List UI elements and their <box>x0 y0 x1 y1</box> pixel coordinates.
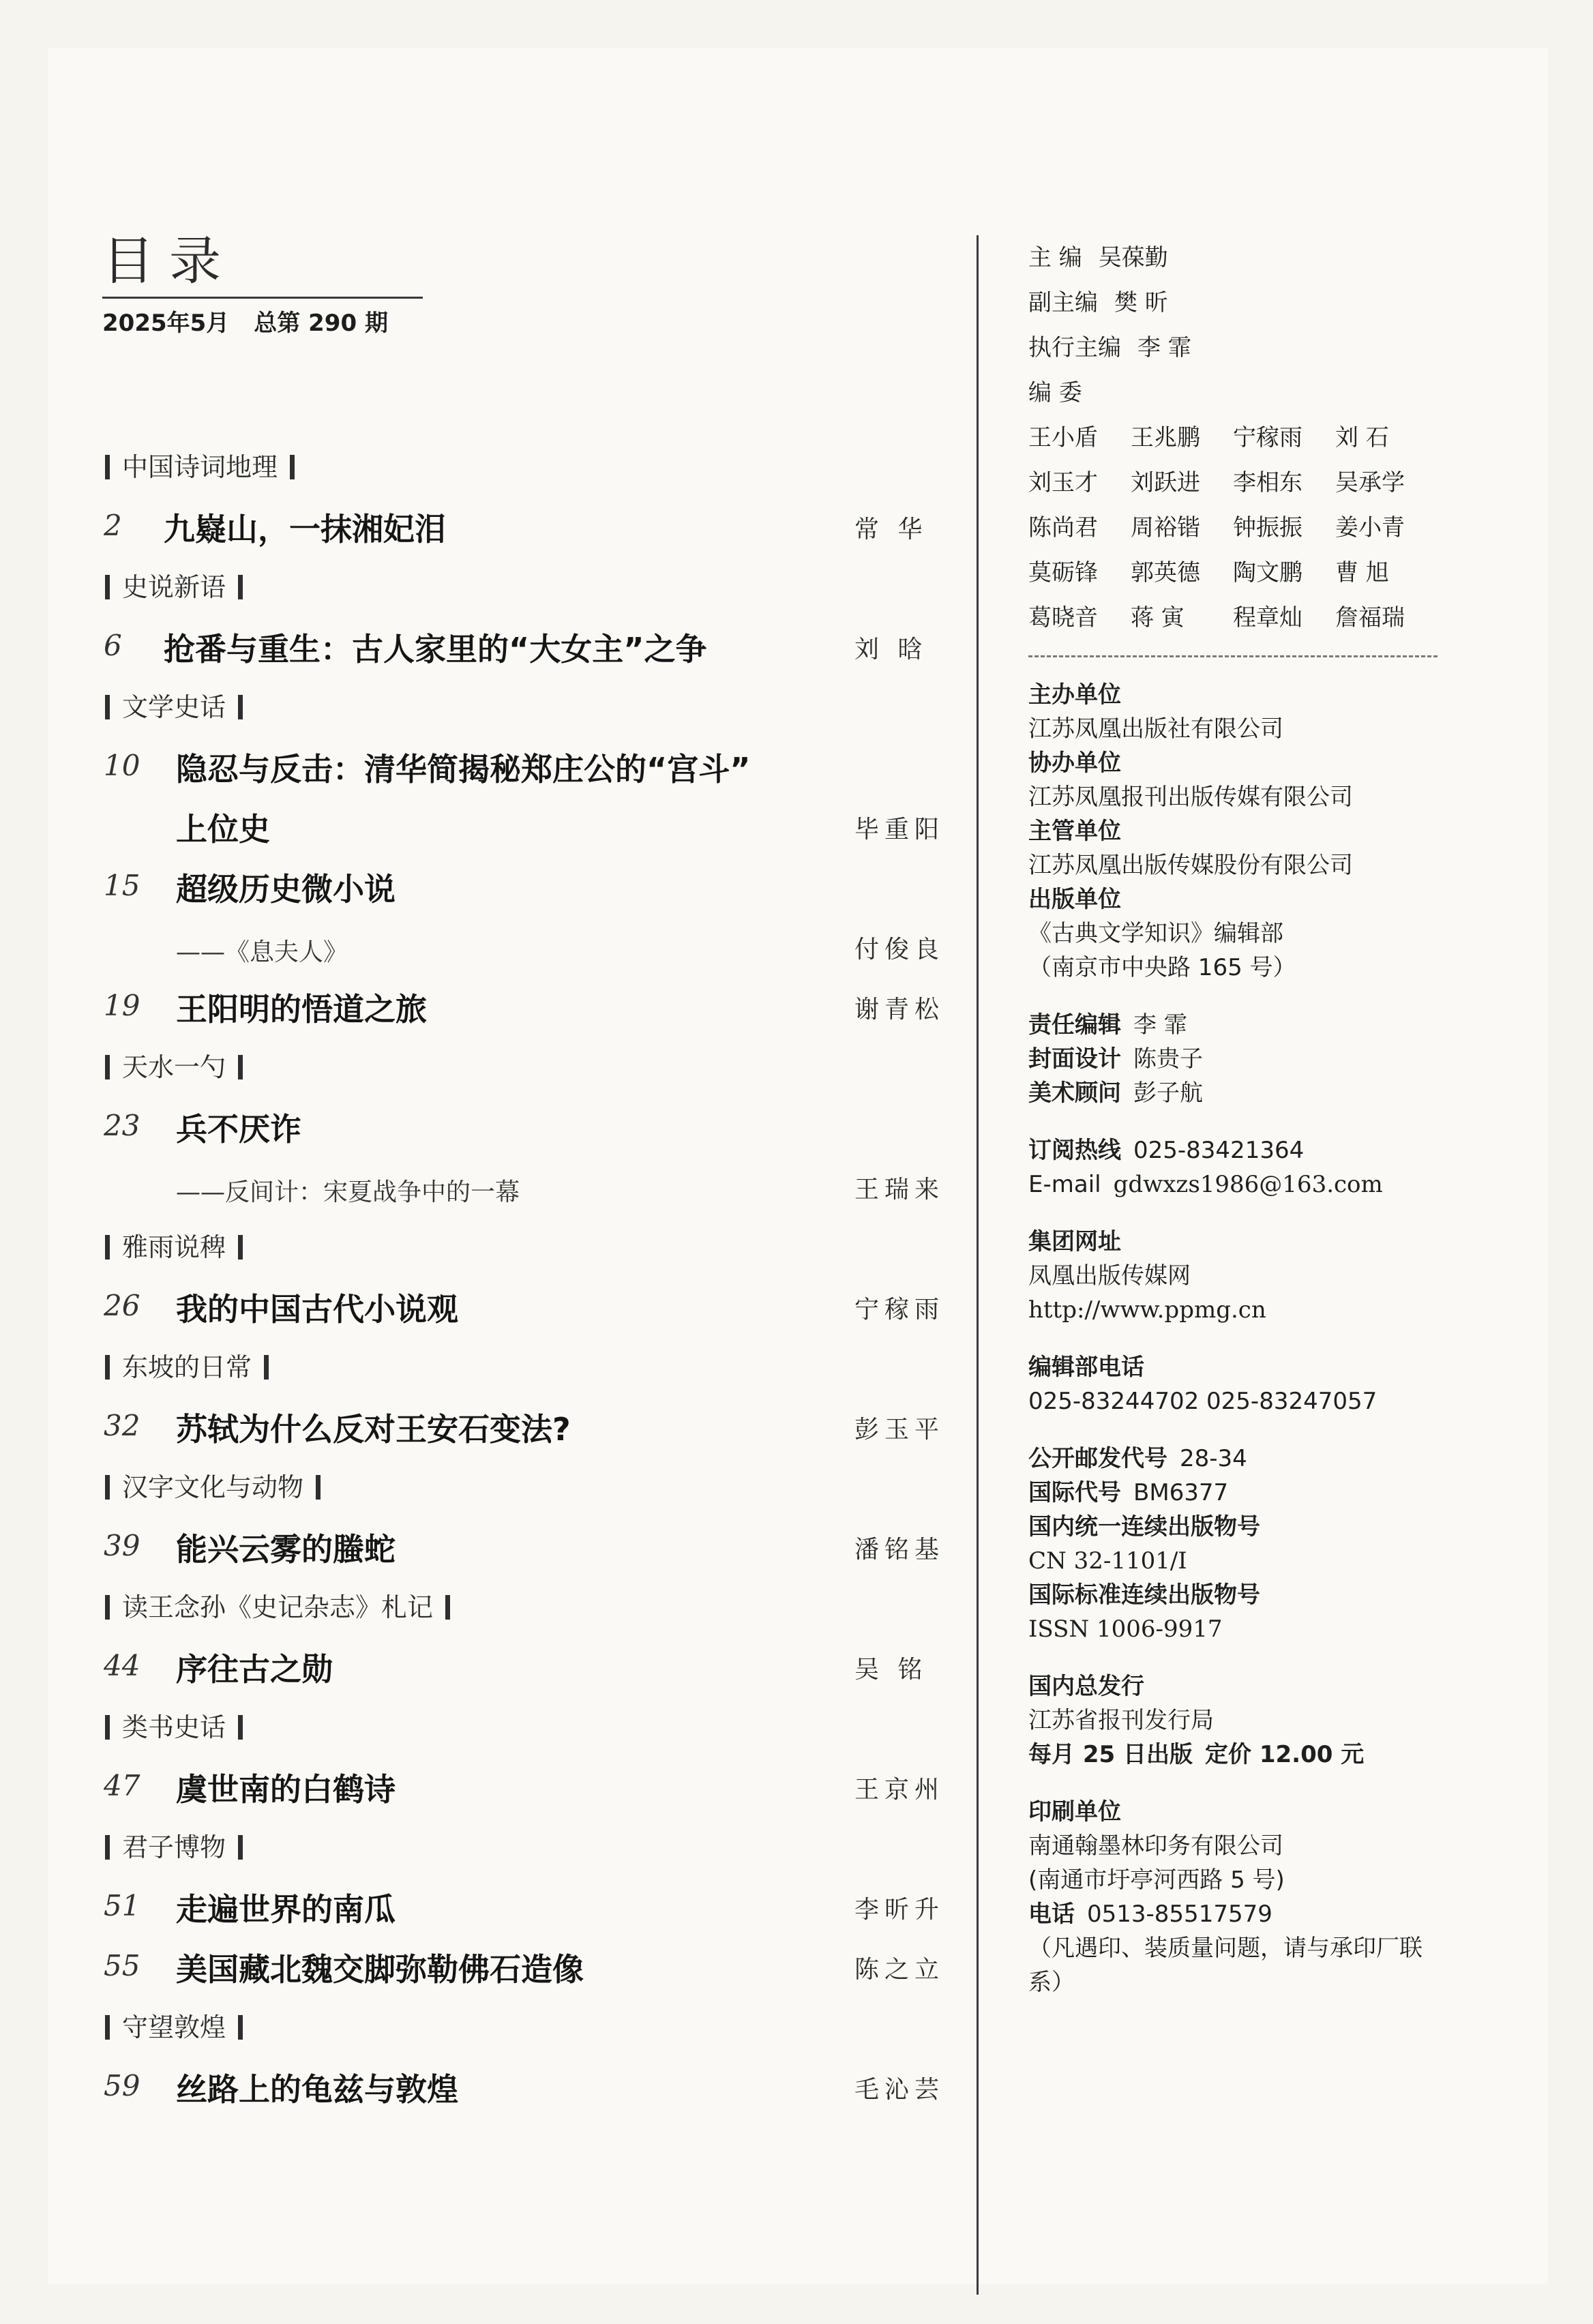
article-subtitle: ——《息夫人》 <box>176 938 348 966</box>
article-author: 吴 铭 <box>854 1656 928 1684</box>
article-title: 隐忍与反击：清华简揭秘郑庄公的“宫斗” <box>176 751 751 788</box>
hotline-label: 订阅热线 <box>1028 1137 1121 1164</box>
issue-line <box>102 304 423 338</box>
section-bar <box>445 1595 450 1620</box>
committee-member: 郭英德 <box>1131 559 1200 586</box>
toc-entry[interactable] <box>101 1877 960 1937</box>
toc-entry[interactable] <box>101 1097 960 1157</box>
deputy-editor-label: 副主编 <box>1028 289 1098 316</box>
article-title: 超级历史微小说 <box>176 871 396 908</box>
toc-entry[interactable] <box>101 1397 960 1457</box>
toc-list <box>101 436 960 2117</box>
section-bar <box>238 1835 243 1860</box>
intl-code-value: BM6377 <box>1133 1479 1229 1506</box>
art-advisor-label: 美术顾问 <box>1028 1079 1121 1107</box>
exec-editor-label: 执行主编 <box>1028 334 1121 361</box>
publisher-value: 《古典文学知识》编辑部 <box>1028 920 1283 947</box>
committee-member: 李相东 <box>1233 469 1302 496</box>
subscription-block <box>1028 1133 1451 1202</box>
sponsor-value: 江苏凤凰出版社有限公司 <box>1028 715 1283 743</box>
article-author: 毕重阳 <box>854 816 945 844</box>
section-bar <box>105 1835 110 1860</box>
column-divider <box>977 235 979 2295</box>
issue-number: 总第 290 期 <box>254 310 388 337</box>
postal-code-label: 公开邮发代号 <box>1028 1445 1167 1472</box>
publisher-block <box>1028 678 1451 985</box>
page-number: 23 <box>104 1109 140 1142</box>
cover-design-value: 陈贵子 <box>1133 1045 1203 1073</box>
section-bar <box>316 1475 321 1500</box>
article-author: 彭玉平 <box>854 1416 945 1444</box>
page-number: 26 <box>104 1289 140 1322</box>
toc-entry[interactable] <box>101 616 960 676</box>
page-number: 32 <box>104 1409 140 1442</box>
editorial-phone-block <box>1028 1350 1451 1418</box>
article-title: 苏轼为什么反对王安石变法? <box>176 1411 571 1448</box>
responsible-editor-label: 责任编辑 <box>1028 1011 1121 1039</box>
staff-block <box>1028 1008 1451 1110</box>
committee-member: 曹 旭 <box>1335 559 1389 586</box>
toc-entry-subtitle[interactable] <box>101 1157 960 1217</box>
editorial-phone-value: 025-83244702 025-83247057 <box>1028 1388 1378 1415</box>
deputy-editor-line <box>1028 280 1451 325</box>
article-title: 丝路上的龟兹与敦煌 <box>176 2071 458 2108</box>
committee-member: 宁稼雨 <box>1233 424 1302 451</box>
toc-entry-subtitle[interactable] <box>101 917 960 977</box>
chief-editor-label: 主 编 <box>1028 244 1082 271</box>
toc-entry[interactable] <box>101 977 960 1037</box>
section-label: 汉字文化与动物 <box>122 1472 304 1502</box>
section-heading <box>101 556 960 616</box>
printer-value: 南通翰墨林印务有限公司 <box>1028 1832 1283 1860</box>
section-heading <box>101 1697 960 1757</box>
toc-entry[interactable] <box>101 496 960 556</box>
section-bar <box>264 1355 269 1380</box>
committee-member: 钟振振 <box>1233 514 1302 541</box>
website-block <box>1028 1225 1451 1327</box>
section-heading <box>101 1997 960 2057</box>
committee-member: 周裕锴 <box>1131 514 1200 541</box>
page-number: 55 <box>104 1949 140 1982</box>
deputy-editor-name: 樊 昕 <box>1114 289 1168 316</box>
section-bar <box>105 2015 110 2040</box>
section-label: 东坡的日常 <box>122 1352 252 1382</box>
toc-entry[interactable] <box>101 736 960 796</box>
committee-member: 詹福瑞 <box>1335 604 1405 631</box>
art-advisor-value: 彭子航 <box>1133 1079 1203 1107</box>
toc-entry[interactable] <box>101 1637 960 1697</box>
email-value[interactable]: gdwxzs1986@163.com <box>1113 1171 1383 1198</box>
group-site-url[interactable]: http://www.ppmg.cn <box>1028 1296 1266 1324</box>
page-number: 19 <box>104 989 140 1022</box>
toc-entry[interactable] <box>101 1277 960 1337</box>
page-number: 39 <box>104 1529 140 1562</box>
group-site-name: 凤凰出版传媒网 <box>1028 1262 1191 1290</box>
co-sponsor-value: 江苏凤凰报刊出版传媒有限公司 <box>1028 784 1353 811</box>
page-title: 目录 <box>102 235 423 299</box>
article-author: 毛沁芸 <box>854 2076 945 2104</box>
page-number: 2 <box>104 509 122 542</box>
co-sponsor-label: 协办单位 <box>1028 749 1121 777</box>
section-bar <box>105 455 110 479</box>
page-number: 10 <box>104 749 140 782</box>
printer-address: (南通市圩亭河西路 5 号) <box>1028 1866 1285 1894</box>
printer-phone-value: 0513-85517579 <box>1087 1901 1272 1928</box>
section-bar <box>238 695 243 719</box>
article-author: 李昕升 <box>854 1896 945 1924</box>
committee-member: 陈尚君 <box>1028 514 1098 541</box>
section-bar <box>238 1715 243 1740</box>
article-author: 谢青松 <box>854 996 945 1024</box>
domestic-distribution-value: 江苏省报刊发行局 <box>1028 1707 1214 1734</box>
sponsor-label: 主办单位 <box>1028 681 1121 709</box>
section-bar <box>105 1715 110 1740</box>
page-number: 47 <box>104 1769 140 1802</box>
committee-member: 刘 石 <box>1335 424 1389 451</box>
toc-entry[interactable] <box>101 856 960 917</box>
committee-member: 葛晓音 <box>1028 604 1098 631</box>
committee-member: 刘跃进 <box>1131 469 1200 496</box>
masthead <box>1028 235 1451 2023</box>
page-number: 59 <box>104 2069 140 2102</box>
article-author: 宁稼雨 <box>854 1296 945 1324</box>
section-heading <box>101 1337 960 1397</box>
toc-entry[interactable] <box>101 2057 960 2117</box>
toc-header <box>102 230 423 338</box>
printer-phone-label: 电话 <box>1028 1901 1075 1928</box>
toc-entry[interactable] <box>101 1517 960 1577</box>
section-bar <box>105 1355 110 1380</box>
toc-entry[interactable] <box>101 1757 960 1817</box>
article-subtitle: ——反间计：宋夏战争中的一幕 <box>176 1178 520 1206</box>
publication-schedule: 每月 25 日出版 <box>1028 1741 1193 1768</box>
article-title: 序往古之勋 <box>176 1651 333 1688</box>
section-label: 雅雨说稗 <box>122 1232 226 1262</box>
section-bar <box>105 1595 110 1620</box>
article-author: 付俊良 <box>854 936 945 964</box>
section-bar <box>105 1055 110 1079</box>
section-bar <box>105 695 110 719</box>
section-label: 史说新语 <box>122 572 226 602</box>
article-title: 抢番与重生：古人家里的“大女主”之争 <box>164 631 707 668</box>
issue-date: 2025年5月 <box>102 310 230 337</box>
codes-block <box>1028 1442 1451 1646</box>
exec-editor-line <box>1028 325 1451 370</box>
hotline-value: 025-83421364 <box>1133 1137 1305 1164</box>
section-heading <box>101 1217 960 1277</box>
article-title: 能兴云雾的螣蛇 <box>176 1531 396 1568</box>
supervisor-value: 江苏凤凰出版传媒股份有限公司 <box>1028 852 1353 879</box>
article-title: 虞世南的白鹤诗 <box>176 1771 396 1808</box>
quality-note: （凡遇印、装质量问题，请与承印厂联系） <box>1028 1935 1423 1996</box>
section-label: 天水一勺 <box>122 1052 226 1082</box>
section-label: 君子博物 <box>122 1832 226 1862</box>
issn-value: ISSN 1006-9917 <box>1028 1615 1223 1643</box>
committee-member: 王小盾 <box>1028 424 1098 451</box>
article-title: 九嶷山，一抹湘妃泪 <box>164 511 446 548</box>
article-title: 王阳明的悟道之旅 <box>176 991 427 1028</box>
dashed-separator <box>1028 655 1438 657</box>
printer-label: 印刷单位 <box>1028 1798 1121 1826</box>
article-author: 潘铭基 <box>854 1536 945 1564</box>
group-site-label: 集团网址 <box>1028 1228 1121 1255</box>
toc-entry[interactable] <box>101 1937 960 1997</box>
committee-member: 刘玉才 <box>1028 469 1098 496</box>
intl-code-label: 国际代号 <box>1028 1479 1121 1506</box>
publisher-label: 出版单位 <box>1028 886 1121 913</box>
issn-label: 国际标准连续出版物号 <box>1028 1581 1260 1609</box>
supervisor-label: 主管单位 <box>1028 818 1121 845</box>
section-heading <box>101 1817 960 1877</box>
section-bar <box>105 575 110 599</box>
publisher-address: （南京市中央路 165 号） <box>1028 954 1296 981</box>
cn-label: 国内统一连续出版物号 <box>1028 1513 1260 1540</box>
email-label: E-mail <box>1028 1171 1101 1198</box>
committee-member: 陶文鹏 <box>1233 559 1302 586</box>
section-bar <box>290 455 295 479</box>
section-heading <box>101 1577 960 1637</box>
committee-member: 程章灿 <box>1233 604 1302 631</box>
printing-block <box>1028 1795 1451 1999</box>
section-bar <box>238 2015 243 2040</box>
article-title: 美国藏北魏交脚弥勒佛石造像 <box>176 1951 584 1988</box>
section-heading <box>101 1457 960 1517</box>
committee-grid <box>1028 415 1451 640</box>
article-author: 王瑞来 <box>854 1176 945 1204</box>
exec-editor-name: 李 霏 <box>1137 334 1191 361</box>
section-heading <box>101 436 960 496</box>
section-heading <box>101 1037 960 1097</box>
committee-member: 吴承学 <box>1335 469 1405 496</box>
section-bar <box>105 1475 110 1500</box>
section-heading <box>101 676 960 736</box>
distribution-block <box>1028 1669 1451 1772</box>
article-title: 走遍世界的南瓜 <box>176 1891 396 1928</box>
committee-label: 编 委 <box>1028 379 1082 406</box>
responsible-editor-value: 李 霏 <box>1133 1011 1187 1039</box>
section-bar <box>238 575 243 599</box>
section-label: 中国诗词地理 <box>122 452 278 482</box>
section-bar <box>238 1235 243 1260</box>
article-title: 我的中国古代小说观 <box>176 1291 458 1328</box>
article-author: 陈之立 <box>854 1956 945 1984</box>
postal-code-value: 28-34 <box>1180 1445 1247 1472</box>
toc-entry-continuation[interactable] <box>101 796 960 856</box>
page-number: 44 <box>104 1649 140 1682</box>
editorial-phone-label: 编辑部电话 <box>1028 1354 1144 1381</box>
section-bar <box>105 1235 110 1260</box>
cover-design-label: 封面设计 <box>1028 1045 1121 1073</box>
domestic-distribution-label: 国内总发行 <box>1028 1673 1144 1700</box>
article-title: 兵不厌诈 <box>176 1111 301 1148</box>
page-number: 51 <box>104 1889 140 1922</box>
committee-member: 蒋 寅 <box>1131 604 1185 631</box>
committee-member: 王兆鹏 <box>1131 424 1200 451</box>
section-label: 类书史话 <box>122 1712 226 1742</box>
article-author: 常 华 <box>854 516 928 543</box>
section-label: 守望敦煌 <box>122 2012 226 2042</box>
chief-editor-name: 吴葆勤 <box>1098 244 1168 271</box>
section-label: 读王念孙《史记杂志》札记 <box>122 1592 434 1622</box>
article-author: 王京州 <box>854 1776 945 1804</box>
committee-member: 莫砺锋 <box>1028 559 1098 586</box>
section-bar <box>238 1055 243 1079</box>
chief-editor-line <box>1028 235 1451 280</box>
price: 定价 12.00 元 <box>1205 1741 1365 1768</box>
cn-value: CN 32-1101/I <box>1028 1547 1187 1575</box>
page-number: 15 <box>104 869 140 902</box>
article-author: 刘 晗 <box>854 636 928 664</box>
article-title-continued: 上位史 <box>176 811 270 848</box>
page-number: 6 <box>104 629 122 662</box>
section-label: 文学史话 <box>122 692 226 722</box>
committee-member: 姜小青 <box>1335 514 1405 541</box>
